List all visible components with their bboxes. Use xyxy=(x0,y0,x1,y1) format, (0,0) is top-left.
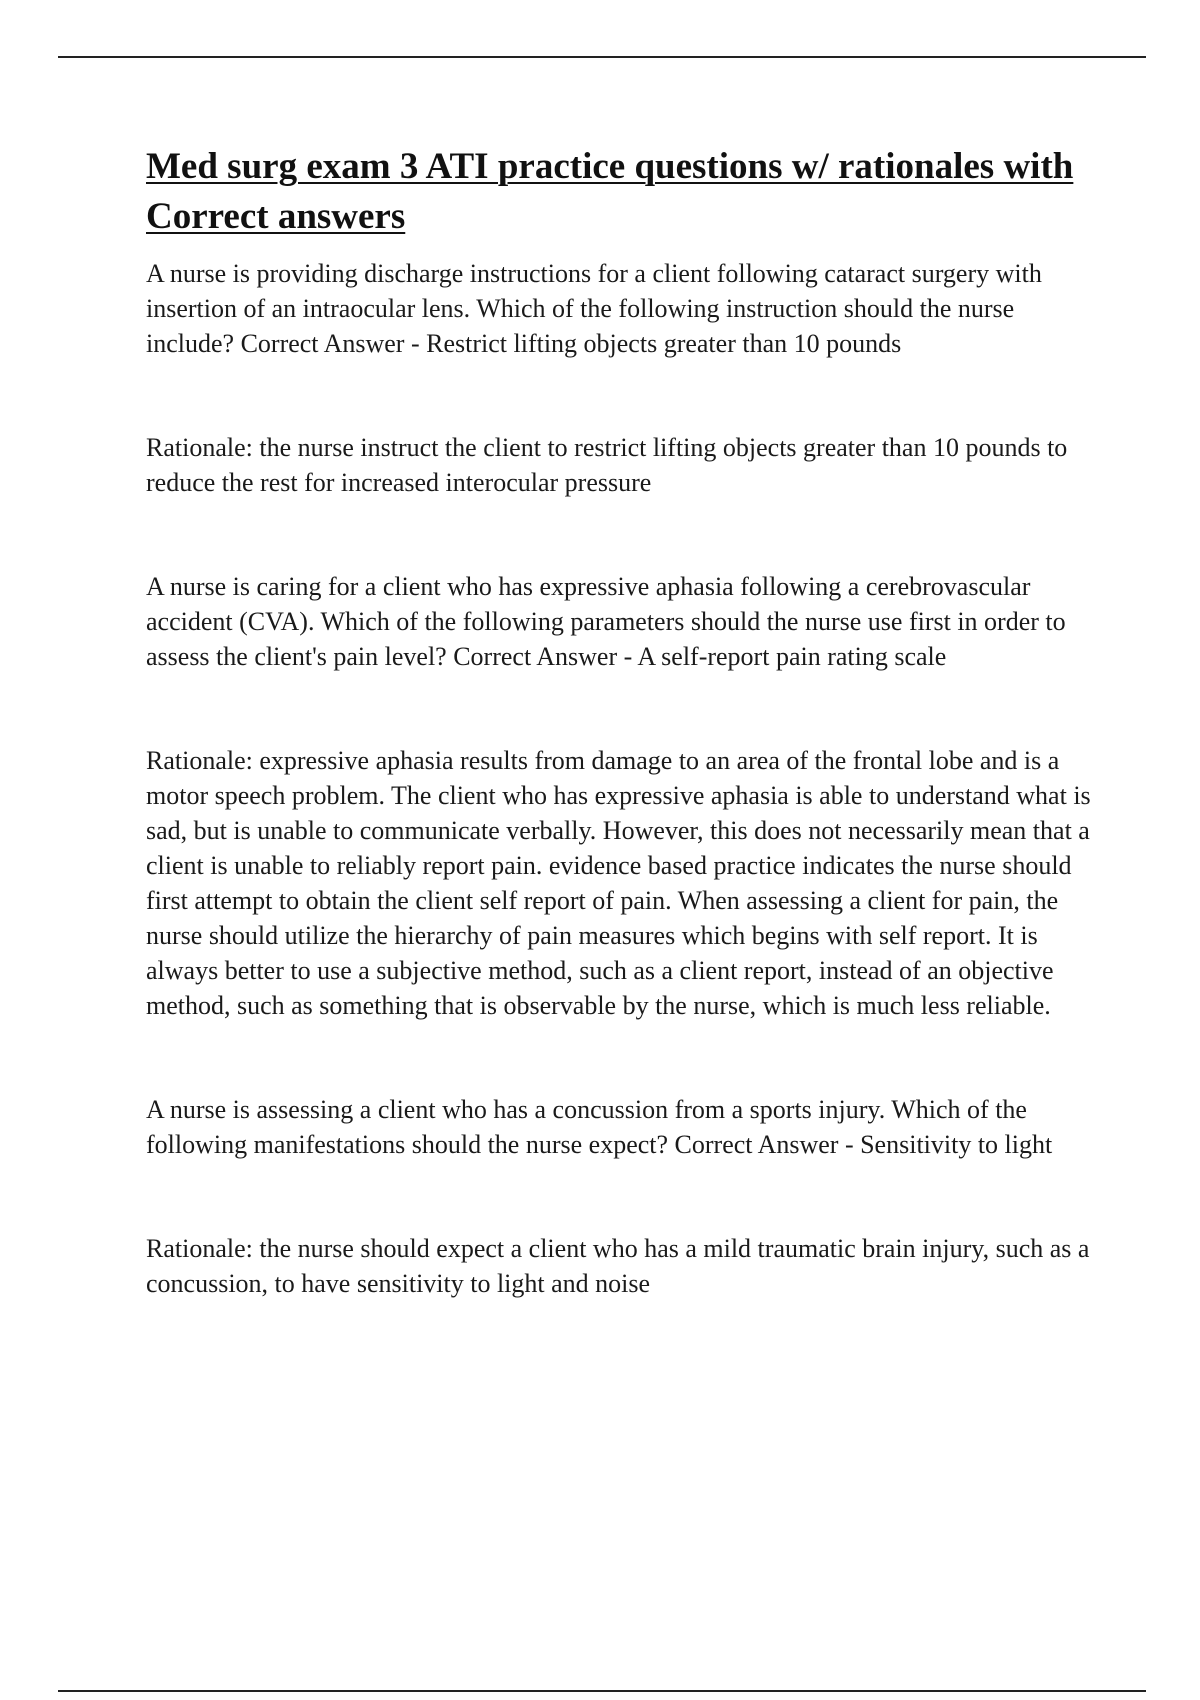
document-body xyxy=(146,142,1106,1301)
question-3: A nurse is assessing a client who has a concussion from a sports injury. Which of the following manifestations should the nurse expect? Correct Answer - Sensitivity to light xyxy=(146,1095,1053,1159)
bottom-divider xyxy=(58,1690,1146,1692)
rationale-3: Rationale: the nurse should expect a client who has a mild traumatic brain injury, such as a concussion, to have sensitivity to light and noise xyxy=(146,1234,1090,1298)
document-title: Med surg exam 3 ATI practice questions w/ rationales with Correct answers xyxy=(146,146,1074,237)
rationale-2: Rationale: expressive aphasia results from damage to an area of the frontal lobe and is a motor speech problem. The client who has expressive aphasia is able to understand what is sad, but is unable to communicate verbally. However, this does not necessarily mean that a client is unable to reliably report pain. evidence based practice indicates the nurse should first attempt to obtain the client self report of pain. When assessing a client for pain, the nurse should utilize the hierarchy of pain measures which begins with self report. It is always better to use a subjective method, such as a client report, instead of an objective method, such as something that is observable by the nurse, which is much less reliable. xyxy=(146,746,1091,1020)
top-divider xyxy=(58,56,1146,58)
question-2: A nurse is caring for a client who has expressive aphasia following a cerebrovascular accident (CVA). Which of the following parameters should the nurse use first in order to assess the client's pain level? Correct Answer - A self-report pain rating scale xyxy=(146,572,1066,671)
question-1: A nurse is providing discharge instructions for a client following cataract surgery with insertion of an intraocular lens. Which of the following instruction should the nurse include? Correct Answer - Restrict lifting objects greater than 10 pounds xyxy=(146,259,1042,358)
rationale-1: Rationale: the nurse instruct the client to restrict lifting objects greater than 10 pounds to reduce the rest for increased interocular pressure xyxy=(146,433,1068,497)
